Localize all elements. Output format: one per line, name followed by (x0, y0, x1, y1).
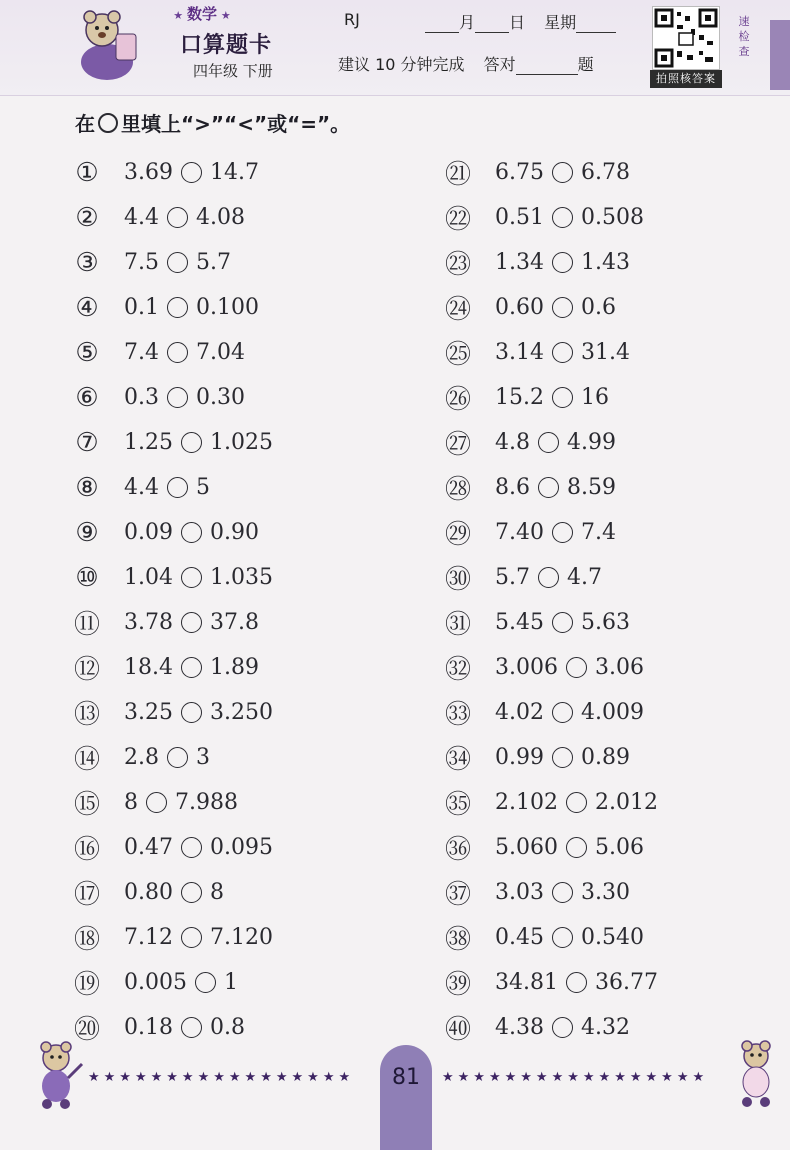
right-operand: 1.035 (209, 565, 273, 590)
problem-item (72, 555, 273, 600)
right-operand: 3.30 (580, 880, 630, 905)
left-operand: 0.60 (495, 295, 544, 320)
page-number: 81 (392, 1065, 420, 1090)
problem-number: ㉞ (444, 745, 471, 775)
problem-item (72, 780, 273, 825)
right-operand: 0.90 (209, 520, 259, 545)
answer-circle[interactable] (566, 657, 587, 678)
subject-label: ★ 数学 ★ (173, 5, 231, 23)
left-operand: 7.40 (495, 520, 544, 545)
right-operand: 4.99 (567, 430, 616, 455)
left-operand: 0.09 (124, 520, 173, 545)
problem-item (443, 735, 658, 780)
answer-circle[interactable] (181, 612, 202, 633)
problem-item (443, 645, 658, 690)
right-operand: 8.59 (567, 475, 616, 500)
right-operand: 0.30 (196, 385, 245, 410)
right-operand: 7.988 (175, 790, 238, 815)
answer-circle[interactable] (195, 972, 216, 993)
left-operand: 7.5 (124, 250, 159, 275)
problem-item (72, 690, 273, 735)
answer-circle[interactable] (552, 342, 573, 363)
right-operand: 4.7 (567, 565, 602, 590)
answer-circle[interactable] (181, 522, 202, 543)
left-operand: 0.99 (495, 745, 544, 770)
answer-circle[interactable] (552, 252, 573, 273)
problem-item (443, 420, 658, 465)
right-operand: 1.43 (580, 250, 630, 275)
right-operand: 5 (196, 475, 210, 500)
left-operand: 3.69 (124, 160, 173, 185)
qr-caption: 拍照核答案 (650, 70, 722, 88)
answer-circle[interactable] (181, 927, 202, 948)
problem-item (72, 600, 273, 645)
problem-item (72, 375, 273, 420)
problem-item (72, 735, 273, 780)
problem-number: ⑪ (73, 610, 100, 640)
problem-item (443, 195, 658, 240)
answer-circle[interactable] (566, 792, 587, 813)
left-operand: 5.7 (495, 565, 530, 590)
problem-column-left (72, 150, 273, 1050)
problem-item (443, 375, 658, 420)
problem-number: ⑥ (75, 382, 99, 413)
right-operand: 7.04 (196, 340, 245, 365)
answer-circle[interactable] (181, 837, 202, 858)
problem-number: ㉟ (444, 790, 471, 820)
problem-number: ⑫ (73, 655, 100, 685)
problem-item (443, 915, 658, 960)
answer-circle[interactable] (552, 882, 573, 903)
problem-item (443, 555, 658, 600)
answer-circle[interactable] (181, 702, 202, 723)
right-operand: 16 (580, 385, 609, 410)
problem-number: ⑤ (75, 337, 99, 368)
answer-circle[interactable] (167, 747, 188, 768)
answer-circle[interactable] (167, 387, 188, 408)
right-operand: 6.78 (580, 160, 630, 185)
problem-item (72, 195, 273, 240)
problem-number: ① (75, 157, 99, 188)
left-operand: 3.14 (495, 340, 544, 365)
right-operand: 5.63 (580, 610, 630, 635)
answer-circle[interactable] (181, 882, 202, 903)
left-operand: 1.25 (124, 430, 173, 455)
right-operand: 3.250 (209, 700, 273, 725)
right-operand: 7.4 (580, 520, 616, 545)
problem-item (443, 600, 658, 645)
right-operand: 0.89 (580, 745, 630, 770)
left-operand: 18.4 (124, 655, 173, 680)
answer-circle[interactable] (552, 387, 573, 408)
problem-item (443, 510, 658, 555)
problem-item (72, 150, 273, 195)
problem-item (72, 510, 273, 555)
left-operand: 4.4 (124, 475, 159, 500)
problem-item (72, 915, 273, 960)
left-operand: 0.51 (495, 205, 544, 230)
problem-number: ㉜ (444, 655, 471, 685)
star-divider-left: ★★★★★★★★★★★★★★★★★ (88, 1070, 355, 1085)
grade-label: 四年级 下册 (193, 62, 273, 80)
answer-circle[interactable] (552, 747, 573, 768)
problem-number: ㉚ (444, 565, 471, 595)
problem-item (443, 240, 658, 285)
answer-circle[interactable] (181, 432, 202, 453)
answer-circle[interactable] (167, 252, 188, 273)
left-operand: 0.18 (124, 1015, 173, 1040)
problem-item (443, 465, 658, 510)
problem-number: ㉒ (444, 205, 471, 235)
left-operand: 2.8 (124, 745, 159, 770)
right-operand: 5.06 (594, 835, 644, 860)
problem-number: ㊳ (444, 925, 471, 955)
problem-number: ㊵ (444, 1015, 471, 1045)
problem-number: ③ (75, 247, 99, 278)
page-badge (380, 1045, 432, 1150)
problem-item (443, 870, 658, 915)
problem-number: ⑦ (75, 427, 99, 458)
qr-code-icon (652, 6, 720, 70)
answer-circle[interactable] (552, 162, 573, 183)
right-operand: 3 (196, 745, 210, 770)
left-operand: 7.4 (124, 340, 159, 365)
problem-number: ㉗ (444, 430, 471, 460)
answer-circle[interactable] (552, 612, 573, 633)
answer-circle[interactable] (552, 1017, 573, 1038)
left-operand: 0.45 (495, 925, 544, 950)
answer-circle[interactable] (181, 1017, 202, 1038)
left-operand: 3.006 (495, 655, 558, 680)
problem-item (443, 825, 658, 870)
left-operand: 1.04 (124, 565, 173, 590)
right-operand: 0.8 (209, 1015, 245, 1040)
answer-circle[interactable] (146, 792, 167, 813)
edition-label: RJ (344, 10, 360, 29)
right-operand: 2.012 (594, 790, 658, 815)
left-operand: 7.12 (124, 925, 173, 950)
right-operand: 7.120 (209, 925, 273, 950)
left-operand: 1.34 (495, 250, 544, 275)
answer-circle[interactable] (552, 207, 573, 228)
answer-circle[interactable] (552, 297, 573, 318)
left-operand: 5.060 (495, 835, 558, 860)
left-operand: 3.78 (124, 610, 173, 635)
left-operand: 0.1 (124, 295, 159, 320)
date-field: 月 日 星期 (425, 10, 616, 33)
left-operand: 34.81 (495, 970, 558, 995)
problem-number: ㊴ (444, 970, 471, 1000)
right-operand: 0.508 (580, 205, 644, 230)
right-operand: 1.025 (209, 430, 273, 455)
problem-number: ⑰ (73, 880, 100, 910)
left-operand: 0.47 (124, 835, 173, 860)
right-operand: 37.8 (209, 610, 259, 635)
problem-item (72, 420, 273, 465)
answer-circle[interactable] (167, 477, 188, 498)
problem-number: ㉕ (444, 340, 471, 370)
right-operand: 3.06 (594, 655, 644, 680)
problem-number: ㉘ (444, 475, 471, 505)
right-operand: 4.32 (580, 1015, 630, 1040)
problem-item (72, 960, 273, 1005)
problem-number: ㉖ (444, 385, 471, 415)
left-operand: 4.38 (495, 1015, 544, 1040)
problem-number: ㊲ (444, 880, 471, 910)
problem-number: ⑳ (73, 1015, 100, 1045)
problem-item (72, 870, 273, 915)
problem-number: ㉔ (444, 295, 471, 325)
problem-item (443, 1005, 658, 1050)
left-operand: 4.8 (495, 430, 530, 455)
side-tab (770, 20, 790, 90)
problem-item (72, 465, 273, 510)
problem-item (443, 780, 658, 825)
problem-column-right (443, 150, 658, 1050)
problem-number: ⑱ (73, 925, 100, 955)
right-operand: 5.7 (196, 250, 231, 275)
right-operand: 14.7 (209, 160, 259, 185)
right-operand: 4.08 (196, 205, 245, 230)
left-operand: 8.6 (495, 475, 530, 500)
left-operand: 0.80 (124, 880, 173, 905)
right-operand: 31.4 (580, 340, 630, 365)
problem-number: ④ (75, 292, 99, 323)
answer-circle[interactable] (552, 702, 573, 723)
problem-item (443, 960, 658, 1005)
answer-circle[interactable] (566, 972, 587, 993)
problem-number: ⑧ (75, 472, 99, 503)
right-operand: 0.100 (196, 295, 259, 320)
bear-mascot-icon (32, 1040, 87, 1110)
answer-circle[interactable] (181, 657, 202, 678)
problem-item (72, 645, 273, 690)
star-divider-right: ★★★★★★★★★★★★★★★★★ (442, 1070, 709, 1085)
problem-number: ㉓ (444, 250, 471, 280)
answer-circle[interactable] (538, 432, 559, 453)
problem-number: ㊱ (444, 835, 471, 865)
bear-mascot-icon (732, 1040, 782, 1108)
answer-circle[interactable] (566, 837, 587, 858)
problem-item (443, 690, 658, 735)
card-title: 口算题卡 (180, 33, 273, 58)
right-operand: 36.77 (594, 970, 658, 995)
right-operand: 1 (223, 970, 238, 995)
answer-circle[interactable] (538, 567, 559, 588)
right-operand: 4.009 (580, 700, 644, 725)
answer-circle[interactable] (552, 522, 573, 543)
right-operand: 0.095 (209, 835, 273, 860)
problem-number: ㉛ (444, 610, 471, 640)
problem-item (443, 285, 658, 330)
left-operand: 5.45 (495, 610, 544, 635)
time-suggestion: 建议 10 分钟完成 答对 题 (338, 55, 594, 74)
problem-number: ⑩ (75, 562, 99, 593)
left-operand: 2.102 (495, 790, 558, 815)
right-operand: 0.6 (580, 295, 616, 320)
problem-number: ㉙ (444, 520, 471, 550)
problem-number: ⑲ (73, 970, 100, 1000)
answer-circle[interactable] (167, 207, 188, 228)
problem-item (443, 150, 658, 195)
left-operand: 0.005 (124, 970, 187, 995)
problem-item (72, 330, 273, 375)
left-operand: 6.75 (495, 160, 544, 185)
problem-number: ㉑ (444, 160, 471, 190)
answer-circle[interactable] (552, 927, 573, 948)
answer-circle[interactable] (167, 297, 188, 318)
problem-number: ⑯ (73, 835, 100, 865)
left-operand: 3.25 (124, 700, 173, 725)
problem-number: ⑨ (75, 517, 99, 548)
answer-circle[interactable] (181, 162, 202, 183)
left-operand: 3.03 (495, 880, 544, 905)
left-operand: 4.02 (495, 700, 544, 725)
answer-circle[interactable] (181, 567, 202, 588)
right-operand: 1.89 (209, 655, 259, 680)
problem-item (72, 1005, 273, 1050)
problem-item (443, 330, 658, 375)
left-operand: 4.4 (124, 205, 159, 230)
page-header (0, 0, 790, 96)
quick-check-label: 速 检 查 (738, 15, 750, 58)
circle-icon (98, 113, 118, 133)
left-operand: 0.3 (124, 385, 159, 410)
left-operand: 15.2 (495, 385, 544, 410)
problem-number: ② (75, 202, 99, 233)
right-operand: 8 (209, 880, 224, 905)
problem-item (72, 240, 273, 285)
right-operand: 0.540 (580, 925, 644, 950)
problem-item (72, 285, 273, 330)
problem-number: ⑮ (73, 790, 100, 820)
answer-circle[interactable] (538, 477, 559, 498)
problem-number: ⑭ (73, 745, 100, 775)
problem-number: ㉝ (444, 700, 471, 730)
problem-number: ⑬ (73, 700, 100, 730)
instruction: 在 里填上“>”“<”或“=”。 (75, 112, 351, 136)
answer-circle[interactable] (167, 342, 188, 363)
problem-item (72, 825, 273, 870)
left-operand: 8 (124, 790, 138, 815)
